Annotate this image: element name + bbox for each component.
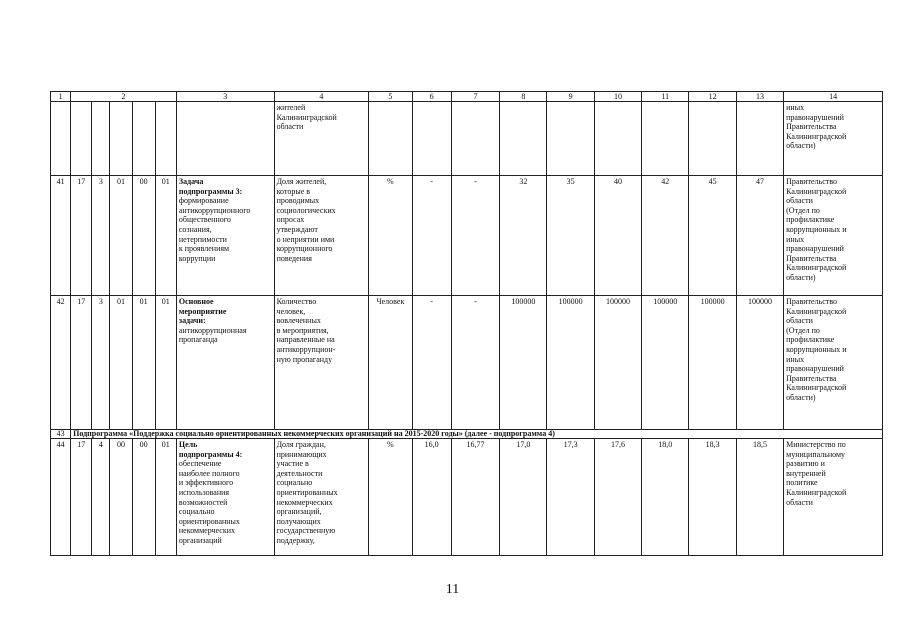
cell [500, 102, 547, 176]
row-number: 43 [51, 430, 71, 439]
responsible-cell: иных правонарушений Правительства Калининградской области) [784, 102, 883, 176]
table-row [51, 102, 883, 176]
cell [736, 102, 783, 176]
header-cell: 10 [594, 92, 641, 102]
value-cell: 16,77 [451, 439, 499, 556]
header-cell: 1 [51, 92, 71, 102]
row-number: 44 [51, 439, 71, 556]
page-number: 11 [445, 582, 460, 597]
cell [132, 102, 155, 176]
value-cell: 35 [547, 176, 594, 296]
title-rest: формирование антикоррупционного общественного сознания, нетерпимости к проявлениям коррупции [178, 196, 251, 263]
indicators-table [50, 91, 883, 556]
value-cell: 100000 [689, 296, 736, 430]
value-cell: 18,5 [736, 439, 783, 556]
table-row [51, 439, 883, 556]
cell [547, 102, 594, 176]
header-cell: 11 [642, 92, 689, 102]
value-cell: - [451, 176, 499, 296]
header-cell: 7 [451, 92, 499, 102]
title-rest: обеспечение наиболее полного и эффективного использования возможностей социально ориентированных некоммерческих организаций [178, 459, 240, 545]
cell [92, 102, 110, 176]
cell [51, 102, 71, 176]
title-rest: антикоррупционная пропаганда [178, 325, 247, 345]
cell [71, 102, 92, 176]
title-bold: Цель подпрограммы 4: [178, 440, 243, 459]
value-cell: 100000 [642, 296, 689, 430]
indicator-cell: жителей Калининградской области [274, 102, 369, 176]
cell [594, 102, 641, 176]
code-cell: 17 [71, 439, 92, 556]
title-bold: Задача подпрограммы 3: [178, 177, 243, 196]
value-cell: - [412, 176, 451, 296]
value-cell: 47 [736, 176, 783, 296]
value-cell: 32 [500, 176, 547, 296]
code-cell: 3 [92, 176, 110, 296]
responsible-cell: Правительство Калининградской области (Отдел по профилактике коррупционных и иных правонарушений Правительства Калининградской области) [784, 176, 883, 296]
table-row [51, 176, 883, 296]
code-cell: 00 [132, 439, 155, 556]
value-cell: 42 [642, 176, 689, 296]
code-cell: 01 [110, 296, 132, 430]
header-cell: 8 [500, 92, 547, 102]
header-cell: 4 [274, 92, 369, 102]
value-cell: 17,3 [547, 439, 594, 556]
cell [689, 102, 736, 176]
cell [412, 102, 451, 176]
indicator-cell: Доля жителей, которые в проводимых социологических опросах утверждают о неприятии ими коррупционного поведения [274, 176, 369, 296]
value-cell: 40 [594, 176, 641, 296]
cell [642, 102, 689, 176]
code-cell: 01 [155, 439, 176, 556]
header-cell: 3 [176, 92, 274, 102]
value-cell: 45 [689, 176, 736, 296]
code-cell: 00 [110, 439, 132, 556]
code-cell: 17 [71, 176, 92, 296]
cell [110, 102, 132, 176]
table-row [51, 296, 883, 430]
code-cell: 01 [132, 296, 155, 430]
value-cell: 100000 [594, 296, 641, 430]
responsible-cell: Правительство Калининградской области (Отдел по профилактике коррупционных и иных правонарушений Правительства Калининградской области) [784, 296, 883, 430]
value-cell: 17,6 [594, 439, 641, 556]
value-cell: 100000 [547, 296, 594, 430]
value-cell: 18,3 [689, 439, 736, 556]
code-cell: 01 [155, 296, 176, 430]
header-cell: 2 [71, 92, 177, 102]
cell [369, 102, 412, 176]
title-bold: Основное мероприятие задачи: [178, 297, 227, 326]
value-cell: - [412, 296, 451, 430]
header-cell: 14 [784, 92, 883, 102]
cell [176, 102, 274, 176]
cell [155, 102, 176, 176]
value-cell: 100000 [736, 296, 783, 430]
code-cell: 3 [92, 296, 110, 430]
value-cell: - [451, 296, 499, 430]
value-cell: 100000 [500, 296, 547, 430]
header-cell: 5 [369, 92, 412, 102]
header-cell: 12 [689, 92, 736, 102]
row-number: 42 [51, 296, 71, 430]
header-cell: 13 [736, 92, 783, 102]
code-cell: 01 [110, 176, 132, 296]
title-cell [176, 296, 274, 430]
subprogram-heading: Подпрограмма «Поддержка социально ориентированных некоммерческих организаций на 2015-2020 годы» (далее - подпрограмма 4) [71, 430, 883, 439]
header-cell: 6 [412, 92, 451, 102]
header-row [51, 92, 883, 102]
value-cell: 16,0 [412, 439, 451, 556]
header-cell: 9 [547, 92, 594, 102]
value-cell: 18,0 [642, 439, 689, 556]
code-cell: 4 [92, 439, 110, 556]
indicator-cell: Количество человек, вовлеченных в мероприятия, направленные на антикоррупцион- ную пропаганду [274, 296, 369, 430]
value-cell: 17,0 [500, 439, 547, 556]
unit-cell: Человек [369, 296, 412, 430]
code-cell: 00 [132, 176, 155, 296]
cell [451, 102, 499, 176]
responsible-cell: Министерство по муниципальному развитию и внутренней политике Калининградской области [784, 439, 883, 556]
code-cell: 17 [71, 296, 92, 430]
row-number: 41 [51, 176, 71, 296]
table-row [51, 430, 883, 439]
indicator-cell: Доля граждан, принимающих участие в деятельности социально ориентированных некоммерческих организаций, получающих государственную поддержку, [274, 439, 369, 556]
code-cell: 01 [155, 176, 176, 296]
unit-cell: % [369, 439, 412, 556]
title-cell [176, 439, 274, 556]
unit-cell: % [369, 176, 412, 296]
title-cell [176, 176, 274, 296]
